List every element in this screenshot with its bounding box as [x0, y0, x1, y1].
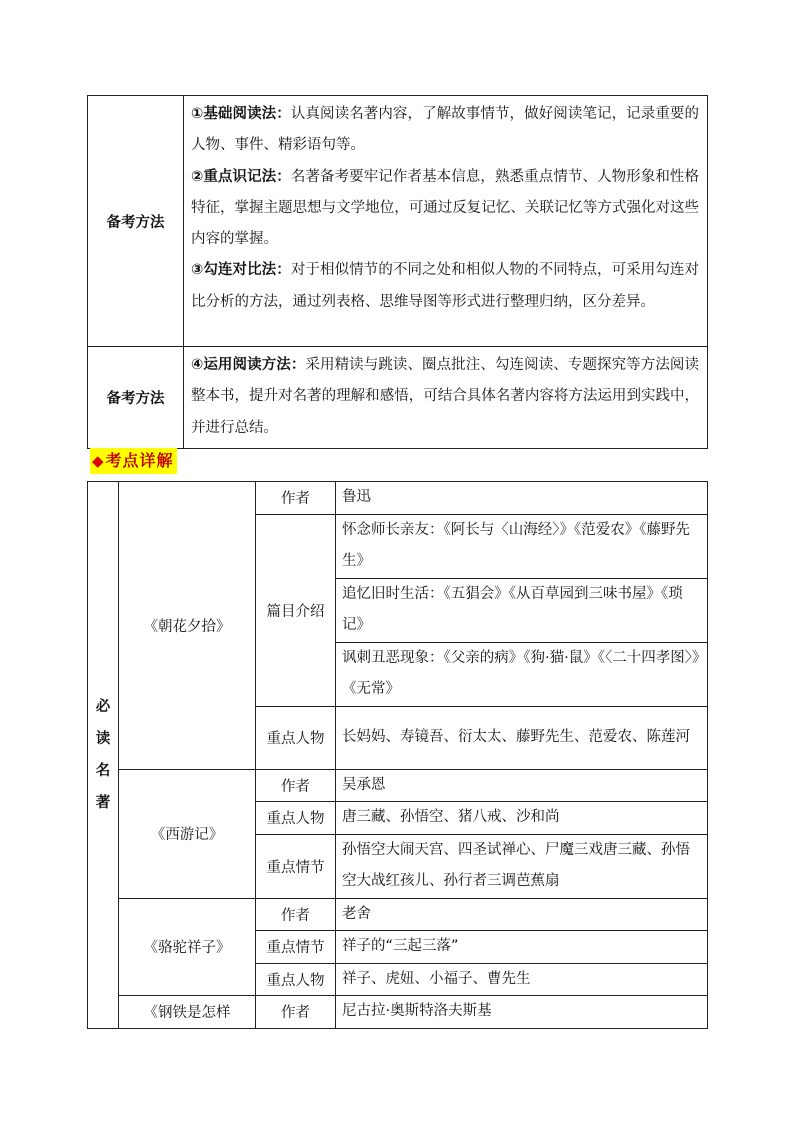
study-method-table	[87, 95, 708, 449]
method-item: ①基础阅读法：认真阅读名著内容，了解故事情节，做好阅读笔记，记录重要的人物、事件、精彩语句等。	[191, 106, 700, 154]
field-label: 重点人物	[256, 963, 336, 996]
field-value: 吴承恩	[336, 769, 708, 802]
category-char: 著	[95, 794, 111, 811]
method-content-2	[184, 347, 708, 449]
field-label: 作者	[256, 769, 336, 802]
book-title: 《骆驼祥子》	[119, 898, 256, 996]
field-label: 重点人物	[256, 706, 336, 769]
field-value: 尼古拉·奥斯特洛夫斯基	[336, 996, 708, 1029]
method-item: ④运用阅读方法：采用精读与跳读、圈点批注、勾连阅读、专题探究等方法阅读整本书，提升对名著的理解和感悟，可结合具体名著内容将方法运用到实践中，并进行总结。	[191, 357, 699, 436]
field-value: 唐三藏、孙悟空、猪八戒、沙和尚	[336, 802, 708, 835]
field-label: 重点情节	[256, 931, 336, 964]
diamond-icon: ◆	[92, 452, 105, 470]
field-value: 孙悟空大闹天宫、四圣试禅心、尸魔三戏唐三藏、孙悟空大战红孩儿、孙行者三调芭蕉扇	[336, 834, 708, 898]
field-label: 作者	[256, 898, 336, 931]
section-heading	[90, 448, 177, 474]
field-label: 篇目介绍	[256, 514, 336, 706]
method-label-2: 备考方法	[88, 347, 184, 449]
field-value: 鲁迅	[336, 482, 708, 515]
book-title: 《朝花夕拾》	[119, 482, 256, 770]
field-label: 作者	[256, 482, 336, 515]
required-reading-table	[87, 481, 708, 1029]
book-title: 《西游记》	[119, 769, 256, 898]
field-value: 讽刺丑恶现象：《父亲的病》《狗·猫·鼠》《〈二十四孝图〉》《无常》	[336, 642, 708, 706]
field-label: 作者	[256, 996, 336, 1029]
field-label: 重点情节	[256, 834, 336, 898]
category-cell	[88, 482, 119, 1029]
field-value: 追忆旧时生活：《五猖会》《从百草园到三味书屋》《琐记》	[336, 578, 708, 642]
section-heading-text: 考点详解	[105, 451, 174, 470]
field-label: 重点人物	[256, 802, 336, 835]
category-char: 必	[95, 698, 111, 715]
method-label-1: 备考方法	[88, 96, 184, 347]
method-item: ②重点识记法：名著备考要牢记作者基本信息，熟悉重点情节、人物形象和性格特征，掌握主题思想与文学地位，可通过反复记忆、关联记忆等方式强化对这些内容的掌握。	[191, 168, 700, 248]
field-value: 祥子、虎妞、小福子、曹先生	[336, 963, 708, 996]
category-char: 读	[95, 730, 111, 747]
method-content-1	[184, 96, 708, 347]
field-value: 老舍	[336, 898, 708, 931]
field-value: 长妈妈、寿镜吾、衍太太、藤野先生、范爱农、陈莲河	[336, 706, 708, 769]
category-char: 名	[95, 762, 111, 779]
field-value: 怀念师长亲友：《阿长与〈山海经〉》《范爱农》《藤野先生》	[336, 514, 708, 578]
book-title: 《钢铁是怎样	[119, 996, 256, 1029]
field-value: 祥子的“三起三落”	[336, 931, 708, 964]
method-item: ③勾连对比法：对于相似情节的不同之处和相似人物的不同特点，可采用勾连对比分析的方法，通过列表格、思维导图等形式进行整理归纳，区分差异。	[191, 262, 700, 310]
